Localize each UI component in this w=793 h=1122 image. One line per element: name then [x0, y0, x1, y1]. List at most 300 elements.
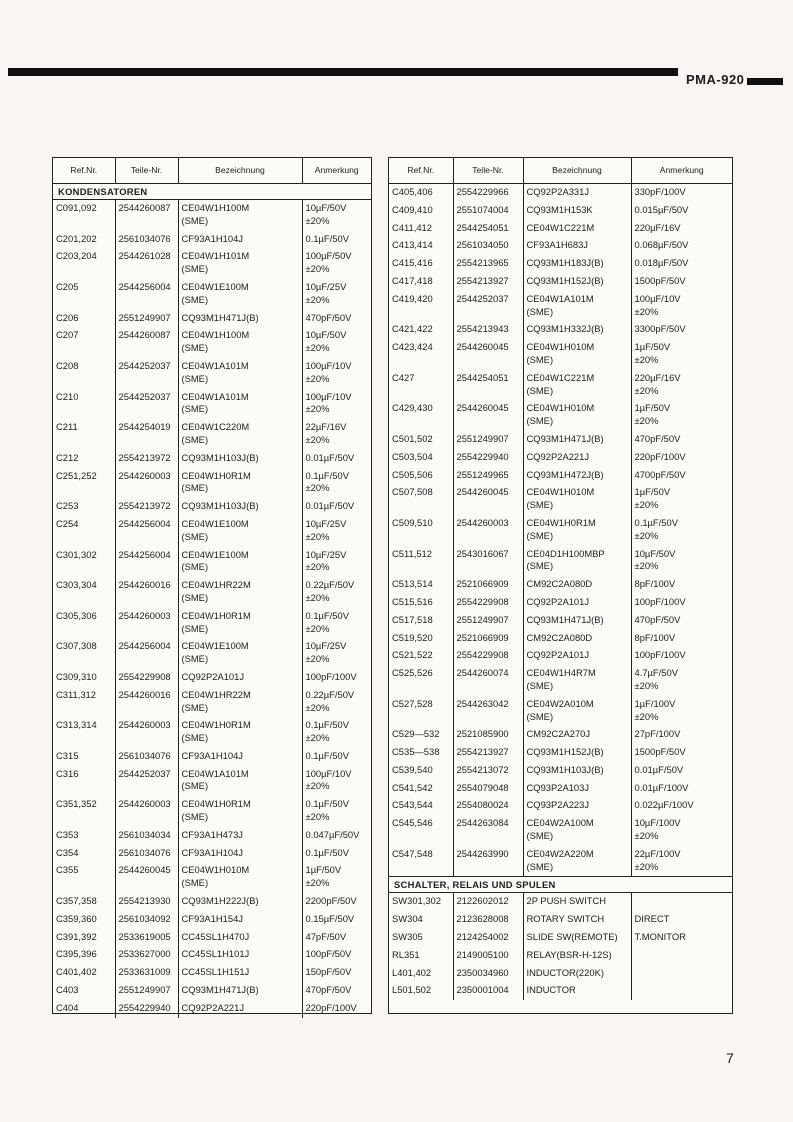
ref-cell: C391,392 — [56, 930, 97, 942]
part-number-cell: 2554079048 — [453, 780, 523, 798]
remark-cell: 1µF/100V ±20% — [631, 696, 732, 727]
description-cell: CQ93M1H222J(B) — [178, 893, 302, 911]
table-row — [389, 696, 732, 727]
part-number-cell: 2544263042 — [453, 696, 523, 727]
part-number-cell: 2124254002 — [453, 929, 523, 947]
part-number-cell: 2533627000 — [115, 946, 178, 964]
table-row — [53, 893, 371, 911]
ref-cell: C357,358 — [56, 895, 97, 907]
remark-cell: 0.01µF/50V — [302, 498, 371, 516]
ref-cell: RL351 — [392, 948, 420, 960]
part-number-cell: 2544260003 — [115, 796, 178, 827]
remark-cell: 100pF/100V — [631, 647, 732, 665]
table-row — [389, 762, 732, 780]
part-number-cell: 2544260087 — [115, 327, 178, 358]
description-cell: CF93A1H154J — [178, 911, 302, 929]
table-row — [389, 255, 732, 273]
part-number-cell: 2544256004 — [115, 547, 178, 578]
part-number-cell: 2544260045 — [453, 484, 523, 515]
col-ref: Ref.Nr. — [389, 158, 453, 184]
description-cell: CF93A1H104J — [178, 231, 302, 249]
description-cell: CQ92P2A101J — [178, 669, 302, 687]
ref-cell: C203,204 — [56, 250, 97, 262]
part-number-cell: 2554080024 — [453, 797, 523, 815]
part-number-cell: 2554229908 — [453, 647, 523, 665]
table-row — [389, 911, 732, 929]
table-row — [389, 982, 732, 1000]
ref-cell: C517,518 — [392, 613, 433, 625]
part-number-cell: 2544260045 — [453, 339, 523, 370]
remark-cell: 0.1µF/50V ±20% — [302, 468, 371, 499]
ref-cell: C401,402 — [56, 966, 97, 978]
remark-cell: 10µF/50V ±20% — [302, 200, 371, 231]
part-number-cell: 2551249907 — [453, 431, 523, 449]
part-number-cell: 2544260003 — [115, 468, 178, 499]
table-row — [53, 946, 371, 964]
remark-cell: 470pF/50V — [302, 310, 371, 328]
part-number-cell: 2561034050 — [453, 237, 523, 255]
description-cell: CE04W1H010M (SME) — [523, 400, 631, 431]
remark-cell: 220pF/100V — [302, 1000, 371, 1018]
table-row — [53, 327, 371, 358]
col-description: Bezeichnung — [523, 158, 631, 184]
description-cell: CE04W1C221M — [523, 220, 631, 238]
remark-cell: 8pF/100V — [631, 576, 732, 594]
ref-cell: C303,304 — [56, 579, 97, 591]
remark-cell: 4700pF/50V — [631, 467, 732, 485]
part-number-cell: 2551249907 — [115, 982, 178, 1000]
part-number-cell: 2544260045 — [453, 400, 523, 431]
part-number-cell: 2350001004 — [453, 982, 523, 1000]
ref-cell: C207 — [56, 329, 79, 341]
ref-cell: C201,202 — [56, 232, 97, 244]
table-row — [389, 546, 732, 577]
description-cell: CC45SL1H151J — [178, 964, 302, 982]
ref-cell: C515,516 — [392, 595, 433, 607]
remark-cell: 0.1µF/50V — [302, 845, 371, 863]
remark-cell: 3300pF/50V — [631, 321, 732, 339]
description-cell: CE04W1E100M (SME) — [178, 279, 302, 310]
table-row — [53, 766, 371, 797]
table-row — [53, 1000, 371, 1018]
part-number-cell: 2554213927 — [453, 744, 523, 762]
ref-cell: C251,252 — [56, 469, 97, 481]
remark-cell: 330pF/100V — [631, 184, 732, 202]
part-number-cell: 2561034076 — [115, 748, 178, 766]
table-row — [389, 370, 732, 401]
description-cell: RELAY(BSR-H-12S) — [523, 947, 631, 965]
table-row — [389, 744, 732, 762]
remark-cell: 4.7µF/50V ±20% — [631, 665, 732, 696]
remark-cell: 470pF/50V — [631, 431, 732, 449]
table-row — [389, 291, 732, 322]
remark-cell: 2200pF/50V — [302, 893, 371, 911]
ref-cell: C503,504 — [392, 450, 433, 462]
col-remark: Anmerkung — [302, 158, 371, 184]
part-number-cell: 2544260003 — [115, 717, 178, 748]
remark-cell: 10µF/25V ±20% — [302, 279, 371, 310]
description-cell: CE04W1H0R1M (SME) — [523, 515, 631, 546]
description-cell: CE04W1H0R1M (SME) — [178, 796, 302, 827]
description-cell: CE04W1HR22M (SME) — [178, 687, 302, 718]
table-row — [389, 400, 732, 431]
table-row — [389, 237, 732, 255]
ref-cell: C423,424 — [392, 341, 433, 353]
description-cell: INDUCTOR — [523, 982, 631, 1000]
remark-cell: 0.01µF/50V — [302, 450, 371, 468]
part-number-cell: 2554229966 — [453, 184, 523, 202]
ref-cell: C403 — [56, 984, 79, 996]
part-number-cell: 2544252037 — [115, 389, 178, 420]
part-number-cell: 2544254051 — [453, 370, 523, 401]
remark-cell: 22µF/16V ±20% — [302, 419, 371, 450]
table-row — [53, 964, 371, 982]
part-number-cell: 2544256004 — [115, 638, 178, 669]
table-row — [53, 468, 371, 499]
ref-cell: C210 — [56, 390, 79, 402]
description-cell: CE04W1H4R7M (SME) — [523, 665, 631, 696]
part-number-cell: 2551249907 — [115, 310, 178, 328]
table-row — [389, 929, 732, 947]
table-row — [389, 576, 732, 594]
part-number-cell: 2149005100 — [453, 947, 523, 965]
part-number-cell: 2551249907 — [453, 612, 523, 630]
remark-cell: 0.1µF/50V ±20% — [302, 608, 371, 639]
part-number-cell: 2551249965 — [453, 467, 523, 485]
part-number-cell: 2544256004 — [115, 279, 178, 310]
part-number-cell: 2554213965 — [453, 255, 523, 273]
part-number-cell: 2521085900 — [453, 726, 523, 744]
description-cell: CE04W1A101M (SME) — [178, 389, 302, 420]
description-cell: CQ93M1H332J(B) — [523, 321, 631, 339]
part-number-cell: 2554213927 — [453, 273, 523, 291]
remark-cell: 0.22µF/50V ±20% — [302, 577, 371, 608]
ref-cell: SW301,302 — [392, 895, 441, 907]
ref-cell: C513,514 — [392, 578, 433, 590]
description-cell: CQ93M1H472J(B) — [523, 467, 631, 485]
table-row — [53, 862, 371, 893]
remark-cell — [631, 982, 732, 1000]
part-number-cell: 2544252037 — [453, 291, 523, 322]
remark-cell: T.MONITOR — [631, 929, 732, 947]
part-number-cell: 2544256004 — [115, 516, 178, 547]
table-row — [389, 612, 732, 630]
table-row — [53, 982, 371, 1000]
table-row — [389, 893, 732, 911]
table-row — [53, 498, 371, 516]
description-cell: CE04W1H100M (SME) — [178, 327, 302, 358]
description-cell: CM92C2A270J — [523, 726, 631, 744]
remark-cell: 150pF/50V — [302, 964, 371, 982]
remark-cell: 1µF/50V ±20% — [631, 484, 732, 515]
table-row — [53, 419, 371, 450]
part-number-cell: 2554213972 — [115, 498, 178, 516]
table-row — [53, 231, 371, 249]
description-cell: CF93A1H104J — [178, 845, 302, 863]
remark-cell: 1µF/50V ±20% — [631, 400, 732, 431]
part-number-cell: 2554229940 — [453, 449, 523, 467]
description-cell: CQ93M1H103J(B) — [178, 498, 302, 516]
remark-cell — [631, 947, 732, 965]
part-number-cell: 2544254019 — [115, 419, 178, 450]
ref-cell: C307,308 — [56, 640, 97, 652]
table-row — [389, 647, 732, 665]
ref-cell: C419,420 — [392, 292, 433, 304]
part-number-cell: 2350034960 — [453, 965, 523, 983]
ref-cell: SW304 — [392, 913, 423, 925]
col-part-no: Teile-Nr. — [453, 158, 523, 184]
description-cell: CE04W1HR22M (SME) — [178, 577, 302, 608]
part-number-cell: 2561034076 — [115, 845, 178, 863]
ref-cell: C208 — [56, 359, 79, 371]
table-row — [53, 547, 371, 578]
left-parts-table — [52, 157, 372, 1014]
description-cell: CQ92P2A331J — [523, 184, 631, 202]
table-row — [389, 484, 732, 515]
remark-cell: 10µF/25V ±20% — [302, 638, 371, 669]
table-row — [389, 726, 732, 744]
part-number-cell: 2544260016 — [115, 687, 178, 718]
table-row — [53, 200, 371, 231]
ref-cell: C507,508 — [392, 486, 433, 498]
ref-cell: C206 — [56, 311, 79, 323]
part-number-cell: 2533619005 — [115, 929, 178, 947]
description-cell: CQ92P2A221J — [523, 449, 631, 467]
table-row — [53, 911, 371, 929]
remark-cell: 0.068µF/50V — [631, 237, 732, 255]
table-row — [53, 845, 371, 863]
description-cell: CQ93P2A223J — [523, 797, 631, 815]
table-row — [53, 577, 371, 608]
part-number-cell: 2544260087 — [115, 200, 178, 231]
table-row — [389, 965, 732, 983]
ref-cell: C315 — [56, 749, 79, 761]
part-number-cell: 2544260003 — [115, 608, 178, 639]
part-number-cell: 2544261028 — [115, 248, 178, 279]
ref-cell: C212 — [56, 451, 79, 463]
remark-cell: 10µF/50V ±20% — [631, 546, 732, 577]
remark-cell: 0.1µF/50V ±20% — [302, 796, 371, 827]
table-row — [53, 638, 371, 669]
part-number-cell: 2544263084 — [453, 815, 523, 846]
description-cell: CC45SL1H101J — [178, 946, 302, 964]
description-cell: ROTARY SWITCH — [523, 911, 631, 929]
description-cell: CE04W1H010M (SME) — [178, 862, 302, 893]
col-ref: Ref.Nr. — [53, 158, 115, 184]
remark-cell: 220µF/16V — [631, 220, 732, 238]
remark-cell: 1500pF/50V — [631, 273, 732, 291]
table-row — [53, 748, 371, 766]
table-row — [53, 608, 371, 639]
section-title: SCHALTER, RELAIS UND SPULEN — [389, 877, 732, 893]
ref-cell: L401,402 — [392, 966, 432, 978]
remark-cell — [631, 965, 732, 983]
remark-cell: 1µF/50V ±20% — [302, 862, 371, 893]
part-number-cell: 2521066909 — [453, 630, 523, 648]
description-cell: CQ93M1H152J(B) — [523, 273, 631, 291]
ref-cell: C395,396 — [56, 948, 97, 960]
ref-cell: C547,548 — [392, 847, 433, 859]
ref-cell: C541,542 — [392, 781, 433, 793]
description-cell: CE04W1H0R1M (SME) — [178, 468, 302, 499]
table-row — [389, 449, 732, 467]
remark-cell: 100µF/10V ±20% — [631, 291, 732, 322]
remark-cell: 0.01µF/100V — [631, 780, 732, 798]
ref-cell: C509,510 — [392, 516, 433, 528]
description-cell: CE04W1A101M (SME) — [178, 766, 302, 797]
description-cell: CE04W1C220M (SME) — [178, 419, 302, 450]
ref-cell: C545,546 — [392, 817, 433, 829]
description-cell: CQ93M1H471J(B) — [523, 431, 631, 449]
remark-cell: 22µF/100V ±20% — [631, 846, 732, 877]
ref-cell: C539,540 — [392, 763, 433, 775]
ref-cell: C535—538 — [392, 746, 440, 758]
ref-cell: C254 — [56, 517, 79, 529]
ref-cell: C313,314 — [56, 719, 97, 731]
remark-cell: 10µF/25V ±20% — [302, 547, 371, 578]
table-row — [389, 467, 732, 485]
ref-cell: C301,302 — [56, 548, 97, 560]
table-row — [389, 321, 732, 339]
table-header — [389, 158, 732, 184]
table-row — [53, 827, 371, 845]
remark-cell: 27pF/100V — [631, 726, 732, 744]
ref-cell: C354 — [56, 846, 79, 858]
remark-cell: 1500pF/50V — [631, 744, 732, 762]
part-number-cell: 2544252037 — [115, 766, 178, 797]
description-cell: CF93A1H104J — [178, 748, 302, 766]
remark-cell — [631, 893, 732, 911]
table-row — [389, 780, 732, 798]
remark-cell: 1µF/50V ±20% — [631, 339, 732, 370]
ref-cell: C427 — [392, 371, 415, 383]
table-row — [53, 310, 371, 328]
ref-cell: C311,312 — [56, 688, 96, 700]
ref-cell: C405,406 — [392, 186, 433, 197]
ref-cell: C355 — [56, 864, 79, 876]
description-cell: CE04W2A010M (SME) — [523, 696, 631, 727]
part-number-cell: 2554213072 — [453, 762, 523, 780]
ref-cell: C413,414 — [392, 239, 433, 251]
description-cell: CE04W1H010M (SME) — [523, 484, 631, 515]
description-cell: CQ93P2A103J — [523, 780, 631, 798]
part-number-cell: 2533631009 — [115, 964, 178, 982]
ref-cell: C091,092 — [56, 202, 97, 213]
ref-cell: C353 — [56, 828, 79, 840]
part-number-cell: 2544260003 — [453, 515, 523, 546]
col-description: Bezeichnung — [178, 158, 302, 184]
table-row — [389, 630, 732, 648]
header-rule — [8, 68, 678, 76]
remark-cell: DIRECT — [631, 911, 732, 929]
table-row — [53, 717, 371, 748]
description-cell: CQ93M1H152J(B) — [523, 744, 631, 762]
description-cell: CF93A1H683J — [523, 237, 631, 255]
remark-cell: 100pF/100V — [302, 669, 371, 687]
remark-cell: 0.1µF/50V — [302, 231, 371, 249]
part-number-cell: 2554229908 — [115, 669, 178, 687]
table-header — [53, 158, 371, 184]
table-row — [53, 279, 371, 310]
description-cell: CE04W1A101M (SME) — [178, 358, 302, 389]
table-row — [53, 516, 371, 547]
page-number: 7 — [726, 1050, 734, 1066]
part-number-cell: 2554213930 — [115, 893, 178, 911]
section-title: KONDENSATOREN — [53, 184, 371, 200]
ref-cell: C351,352 — [56, 798, 97, 810]
table-row — [53, 248, 371, 279]
col-remark: Anmerkung — [631, 158, 732, 184]
remark-cell: 470pF/50V — [631, 612, 732, 630]
part-number-cell: 2123628008 — [453, 911, 523, 929]
ref-cell: C305,306 — [56, 609, 97, 621]
ref-cell: C521,522 — [392, 649, 433, 661]
remark-cell: 100µF/50V ±20% — [302, 248, 371, 279]
remark-cell: 10µF/50V ±20% — [302, 327, 371, 358]
part-number-cell: 2554213972 — [115, 450, 178, 468]
remark-cell: 0.018µF/50V — [631, 255, 732, 273]
description-cell: CQ92P2A101J — [523, 594, 631, 612]
description-cell: CE04W1E100M (SME) — [178, 547, 302, 578]
table-row — [53, 796, 371, 827]
col-part-no: Teile-Nr. — [115, 158, 178, 184]
part-number-cell: 2554229908 — [453, 594, 523, 612]
ref-cell: SW305 — [392, 931, 423, 943]
part-number-cell: 2544252037 — [115, 358, 178, 389]
table-row — [53, 687, 371, 718]
description-cell: CE04W1H0R1M (SME) — [178, 608, 302, 639]
model-name: PMA-920 — [686, 72, 745, 87]
description-cell: CQ93M1H183J(B) — [523, 255, 631, 273]
ref-cell: C211 — [56, 421, 78, 433]
ref-cell: C543,544 — [392, 799, 433, 811]
part-number-cell: 2544263990 — [453, 846, 523, 877]
description-cell: CQ92P2A221J — [178, 1000, 302, 1018]
ref-cell: C501,502 — [392, 432, 433, 444]
description-cell: CF93A1H473J — [178, 827, 302, 845]
remark-cell: 10µF/25V ±20% — [302, 516, 371, 547]
ref-cell: C529—532 — [392, 728, 440, 740]
description-cell: CE04W1H0R1M (SME) — [178, 717, 302, 748]
header-rule-end — [747, 78, 783, 85]
ref-cell: C505,506 — [392, 468, 433, 480]
remark-cell: 0.015µF/50V — [631, 202, 732, 220]
part-number-cell: 2561034034 — [115, 827, 178, 845]
remark-cell: 0.1µF/50V — [302, 748, 371, 766]
ref-cell: C525,526 — [392, 667, 433, 679]
description-cell: CE04W1A101M (SME) — [523, 291, 631, 322]
part-number-cell: 2544254051 — [453, 220, 523, 238]
table-row — [389, 846, 732, 877]
remark-cell: 470pF/50V — [302, 982, 371, 1000]
description-cell: CE04W1E100M (SME) — [178, 638, 302, 669]
part-number-cell: 2544260045 — [115, 862, 178, 893]
ref-cell: C417,418 — [392, 274, 433, 286]
ref-cell: C527,528 — [392, 697, 433, 709]
ref-cell: C519,520 — [392, 631, 433, 643]
remark-cell: 100µF/10V ±20% — [302, 766, 371, 797]
part-number-cell: 2551074004 — [453, 202, 523, 220]
remark-cell: 8pF/100V — [631, 630, 732, 648]
part-number-cell: 2544260016 — [115, 577, 178, 608]
part-number-cell: 2521066909 — [453, 576, 523, 594]
table-row — [389, 947, 732, 965]
description-cell: CE04W1H100M (SME) — [178, 200, 302, 231]
ref-cell: C411,412 — [392, 221, 432, 233]
ref-cell: C205 — [56, 280, 79, 292]
description-cell: CQ93M1H153K — [523, 202, 631, 220]
ref-cell: C421,422 — [392, 323, 433, 335]
